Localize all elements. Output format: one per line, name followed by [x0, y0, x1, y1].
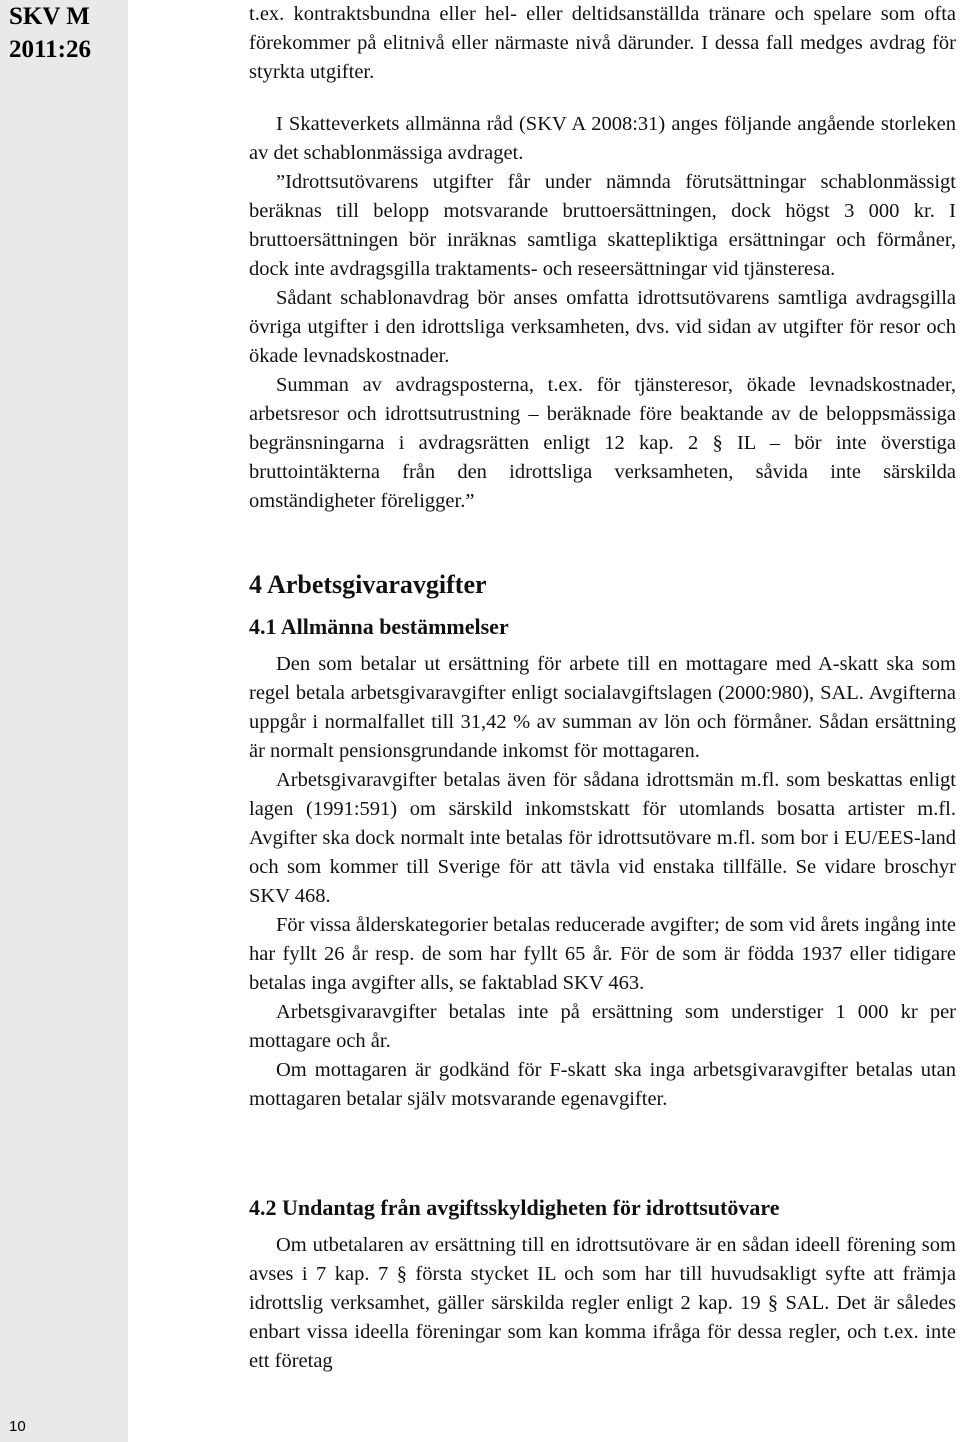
section-heading-4-1: 4.1 Allmänna bestämmelser — [249, 614, 509, 639]
section-4-2-body — [249, 1231, 956, 1376]
document-sidebar — [0, 0, 128, 1442]
document-id-series: SKV M — [9, 3, 90, 30]
section-4-1-paragraph-4: Arbetsgivaravgifter betalas inte på ersättning som understiger 1 000 kr per mottagare och år. — [249, 1001, 956, 1052]
page-number: 10 — [9, 1418, 26, 1435]
section-4-1-paragraph-1: Den som betalar ut ersättning för arbete till en mottagare med A-skatt ska som regel betala arbetsgivaravgifter enligt socialavgiftslagen (2000:980), SAL. Avgifterna uppgår i normalfallet till 31,42 % av summan av lön och förmåner. Sådan ersättning är normalt pensionsgrundande inkomst för mottagaren. — [249, 653, 956, 762]
section-4-1-paragraph-2: Arbetsgivaravgifter betalas även för sådana idrottsmän m.fl. som beskattas enligt lagen (1991:591) om särskild inkomstskatt för utomlands bosatta artister m.fl. Avgifter ska dock normalt inte betalas för idrottsutövare m.fl. som bor i EU/EES-land och som kommer till Sverige för att tävla vid enstaka tillfälle. Se vidare broschyr SKV 468. — [249, 769, 956, 907]
quote-paragraph-3: Summan av avdragsposterna, t.ex. för tjänsteresor, ökade levnadskostnader, arbetsresor och idrottsutrustning – beräknade före beaktande av de beloppsmässiga begränsningarna i avdragsrätten enligt 12 kap. 2 § IL – bör inte överstiga bruttointäkterna från den idrottsliga verksamheten, såvida inte särskilda omständigheter föreligger.” — [249, 374, 956, 512]
intro-block — [249, 0, 956, 87]
section-4-1-paragraph-5: Om mottagaren är godkänd för F-skatt ska inga arbetsgivaravgifter betalas utan mottagaren betalar själv motsvarande egenavgifter. — [249, 1059, 956, 1110]
document-id-number: 2011:26 — [9, 36, 91, 63]
section-4-2-paragraph-1: Om utbetalaren av ersättning till en idrottsutövare är en sådan ideell förening som avses i 7 kap. 7 § första stycket IL och som har till huvudsakligt syfte att främja idrottslig verksamhet, gäller särskilda regler enligt 2 kap. 19 § SAL. Det är således enbart vissa ideella föreningar som kan komma ifråga för dessa regler, och t.ex. inte ett företag — [249, 1234, 956, 1372]
quoted-general-advice — [249, 168, 956, 516]
section-heading-4-2: 4.2 Undantag från avgiftsskyldigheten för idrottsutövare — [249, 1195, 780, 1220]
quote-paragraph-2: Sådant schablonavdrag bör anses omfatta idrottsutövarens samtliga avdragsgilla övriga utgifter i den idrottsliga verksamheten, dvs. vid sidan av utgifter för resor och ökade levnadskostnader. — [249, 287, 956, 367]
intro-paragraph-1: t.ex. kontraktsbundna eller hel- eller deltidsanställda tränare och spelare som ofta förekommer på elitnivå eller närmaste nivå därunder. I dessa fall medges avdrag för styrkta utgifter. — [249, 3, 956, 83]
intro-paragraph-2: I Skatteverkets allmänna råd (SKV A 2008:31) anges följande angående storleken av det schablonmässiga avdraget. — [249, 113, 956, 164]
document-id — [9, 0, 91, 66]
quote-paragraph-1: ”Idrottsutövarens utgifter får under nämnda förutsättningar schablonmässigt beräknas till belopp motsvarande bruttoersättningen, dock högst 3 000 kr. I bruttoersättningen bör inräknas samtliga skattepliktiga ersättningar och förmåner, dock inte avdragsgilla traktaments- och reseersättningar vid tjänsteresa. — [249, 171, 956, 280]
section-heading-4: 4 Arbetsgivaravgifter — [249, 570, 487, 599]
section-4-1-paragraph-3: För vissa ålderskategorier betalas reducerade avgifter; de som vid årets ingång inte har fyllt 26 år resp. de som har fyllt 65 år. För de som är födda 1937 eller tidigare betalas inga avgifter alls, se faktablad SKV 463. — [249, 914, 956, 994]
section-4-1-body — [249, 650, 956, 1114]
intro-block-2 — [249, 110, 956, 168]
